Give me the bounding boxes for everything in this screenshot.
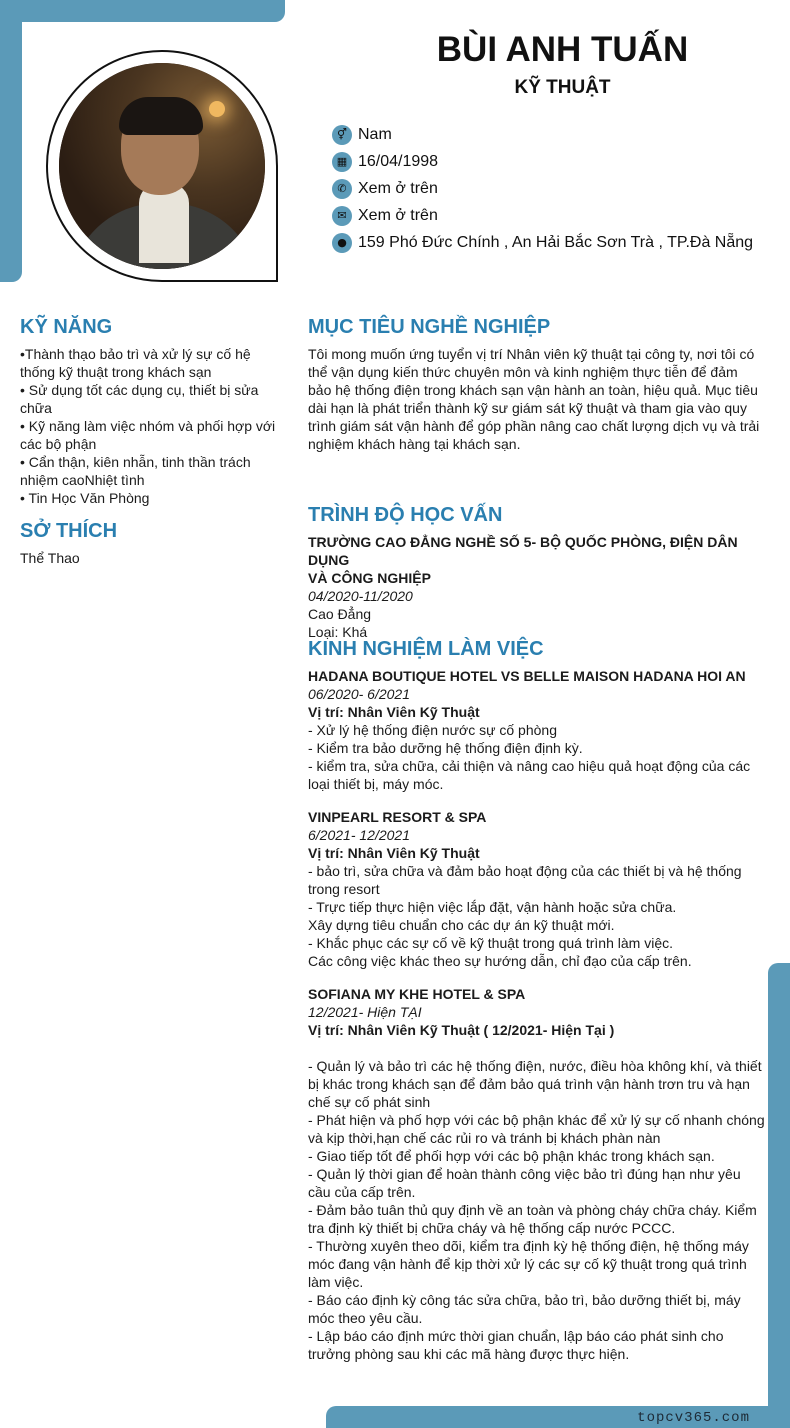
job-period: 12/2021- Hiện TẠI	[308, 1004, 422, 1020]
education-degree: Cao Đẳng	[308, 606, 372, 622]
calendar-icon: ▦	[332, 152, 352, 172]
skill-line: •Thành thạo bảo trì và xử lý sự cố hệ	[20, 346, 251, 362]
skills-list	[20, 345, 285, 507]
skill-line: nhiệm caoNhiệt tình	[20, 472, 145, 488]
contact-gender	[332, 121, 753, 148]
job-company: HADANA BOUTIQUE HOTEL VS BELLE MAISON HADANA HOI AN	[308, 668, 746, 684]
education-heading: TRÌNH ĐỘ HỌC VẤN	[308, 504, 503, 526]
objective-text: Tôi mong muốn ứng tuyển vị trí Nhân viên kỹ thuật tại công ty, nơi tôi có thể vận dụng kiến thức chuyên môn và kinh nghiệm thực tiễn để đảm bảo hệ thống điện trong khách sạn vận hành an toàn, hiệu quả. Mục tiêu dài hạn là phát triển thành kỹ sư giám sát kỹ thuật và tham gia vào quy trình giám sát vận hành để góp phần nâng cao chất lượng dịch vụ và trải nghiệm khách hàng tại khách sạn.	[308, 346, 760, 452]
right-decor-bar	[768, 963, 790, 1428]
skill-line: thống kỹ thuật trong khách sạn	[20, 364, 212, 380]
contact-list	[332, 121, 753, 256]
profile-photo-frame	[46, 50, 278, 282]
hobbies-text: Thể Thao	[20, 550, 80, 566]
skill-line: • Sử dụng tốt các dụng cụ, thiết bị sửa	[20, 382, 259, 398]
contact-value: 159 Phó Đức Chính , An Hải Bắc Sơn Trà , TP.Đà Nẵng	[358, 233, 754, 251]
left-decor-bar	[0, 0, 22, 282]
profile-photo	[59, 63, 265, 269]
candidate-role: KỸ THUẬT	[514, 77, 611, 98]
contact-value: Nam	[358, 125, 392, 143]
job-entry: SOFIANA MY KHE HOTEL & SPA 12/2021- Hiện TẠI Vị trí: Nhân Viên Kỹ Thuật ( 12/2021- Hiện Tại ) - Quản lý và bảo trì các hệ thống điện, nước, điều hòa không khí, và thiết bị khác trong khách sạn để đảm bảo quá trình vận hành trơn tru và hạn chế sự cố phát sinh - Phát hiện và phố hợp với các bộ phận khác để xử lý sự cố nhanh chóng và kịp thời,hạn chế các rủi ro và tránh bị khách phàn nàn - Giao tiếp tốt để phối hợp với các bộ phận khác trong khách sạn. - Quản lý thời gian để hoàn thành công việc bảo trì đúng hạn như yêu cầu của cấp trên. - Đảm bảo tuân thủ quy định về an toàn và phòng cháy chữa cháy. Kiểm tra định kỳ thiết bị chữa cháy và hệ thống cấp nước PCCC. - Thường xuyên theo dõi, kiểm tra định kỳ hệ thống điện, hệ thống máy móc đang vận hành để kịp thời xử lý các sự cố kỹ thuật trong quá trình làm việc. - Báo cáo định kỳ công tác sửa chữa, bảo trì, bảo dưỡng thiết bị, máy móc theo yêu cầu. - Lập báo cáo định mức thời gian chuẩn, lập báo cáo phát sinh cho trưởng phòng sau khi các mã hàng được thực hiện.	[308, 985, 768, 1363]
skill-line: • Tin Học Văn Phòng	[20, 490, 150, 506]
job-position: Vị trí: Nhân Viên Kỹ Thuật	[308, 704, 480, 720]
top-decor-bar	[0, 0, 285, 22]
school-name: TRƯỜNG CAO ĐẲNG NGHỀ SỐ 5- BỘ QUỐC PHÒNG, ĐIỆN DÂN DỤNG	[308, 534, 738, 568]
experience-list	[308, 667, 768, 1378]
job-entry: HADANA BOUTIQUE HOTEL VS BELLE MAISON HADANA HOI AN 06/2020- 6/2021 Vị trí: Nhân Viên Kỹ Thuật - Xử lý hệ thống điện nước sự cố phòng - Kiểm tra bảo dưỡng hệ thống điện định kỳ. - kiểm tra, sửa chữa, cải thiện và nâng cao hiệu quả hoạt động của các loại thiết bị, máy móc.	[308, 667, 768, 793]
skill-line: các bộ phận	[20, 436, 97, 452]
job-period: 06/2020- 6/2021	[308, 686, 410, 702]
contact-birthday	[332, 148, 753, 175]
phone-icon: ✆	[332, 179, 352, 199]
hobbies-heading: SỞ THÍCH	[20, 520, 118, 542]
education-grade: Loại: Khá	[308, 624, 368, 640]
gender-icon: ⚥	[332, 125, 352, 145]
job-entry: VINPEARL RESORT & SPA 6/2021- 12/2021 Vị trí: Nhân Viên Kỹ Thuật - bảo trì, sửa chữa và đảm bảo hoạt động của các thiết bị và hệ thống trong resort - Trực tiếp thực hiện việc lắp đặt, vận hành hoặc sửa chữa. Xây dựng tiêu chuẩn cho các dự án kỹ thuật mới. - Khắc phục các sự cố về kỹ thuật trong quá trình làm việc. Các công việc khác theo sự hướng dẫn, chỉ đạo của cấp trên.	[308, 808, 768, 970]
contact-value: 16/04/1998	[358, 152, 439, 170]
experience-heading: KINH NGHIỆM LÀM VIỆC	[308, 638, 544, 660]
location-icon: ●	[332, 233, 352, 253]
job-period: 6/2021- 12/2021	[308, 827, 410, 843]
skill-line: • Kỹ năng làm việc nhóm và phối hợp với	[20, 418, 276, 434]
job-company: VINPEARL RESORT & SPA	[308, 809, 487, 825]
contact-value: Xem ở trên	[358, 179, 438, 197]
contact-phone	[332, 175, 753, 202]
contact-address	[332, 229, 753, 256]
objective-heading: MỤC TIÊU NGHỀ NGHIỆP	[308, 316, 551, 338]
candidate-name: BÙI ANH TUẤN	[436, 30, 689, 69]
education-block	[308, 533, 768, 641]
email-icon: ✉	[332, 206, 352, 226]
contact-email	[332, 202, 753, 229]
skills-heading: KỸ NĂNG	[20, 316, 113, 338]
education-period: 04/2020-11/2020	[308, 588, 413, 604]
skill-line: • Cẩn thận, kiên nhẫn, tinh thần trách	[20, 454, 251, 470]
skill-line: chữa	[20, 400, 52, 416]
school-name: VÀ CÔNG NGHIỆP	[308, 570, 431, 586]
watermark: topcv365.com	[637, 1410, 750, 1426]
job-company: SOFIANA MY KHE HOTEL & SPA	[308, 986, 526, 1002]
contact-value: Xem ở trên	[358, 206, 438, 224]
job-position: Vị trí: Nhân Viên Kỹ Thuật	[308, 845, 480, 861]
job-position: Vị trí: Nhân Viên Kỹ Thuật ( 12/2021- Hiện Tại )	[308, 1022, 615, 1038]
